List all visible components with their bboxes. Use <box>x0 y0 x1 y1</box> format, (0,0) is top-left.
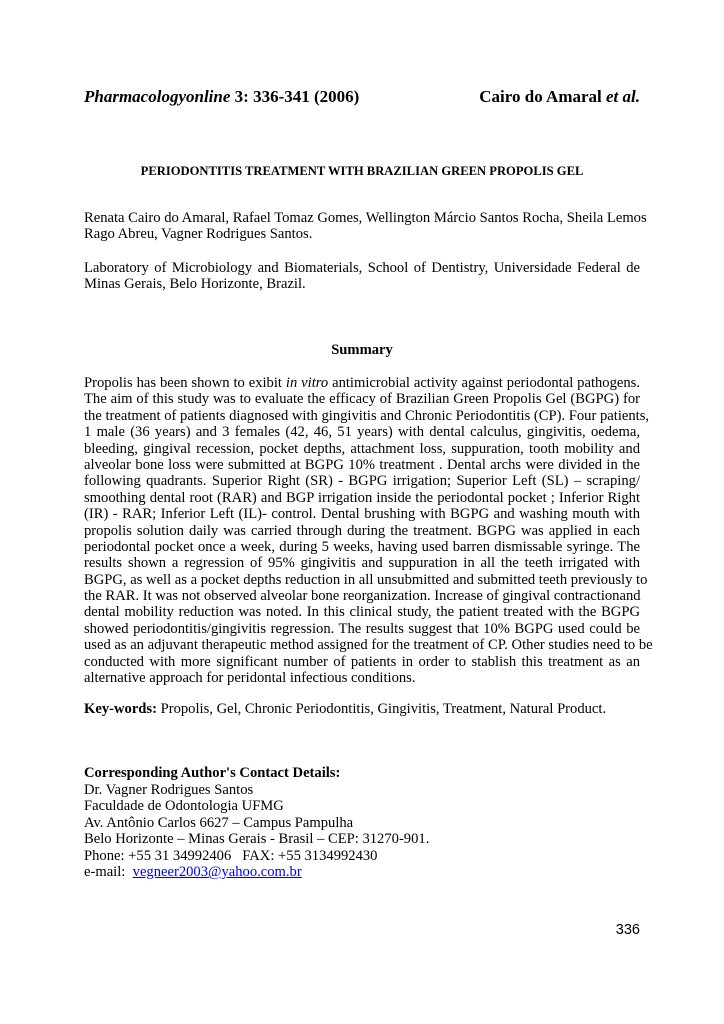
email-link[interactable]: vegneer2003@yahoo.com.br <box>132 864 302 880</box>
author-line: Renata Cairo do Amaral, Rafael Tomaz Gomes, Wellington Márcio Santos Rocha, Sheila Lemos <box>84 210 647 226</box>
summary-line: results shown a regression of 95% gingivitis and suppuration in all the teeth irrigated with <box>84 555 640 572</box>
author-line: Rago Abreu, Vagner Rodrigues Santos. <box>84 226 313 243</box>
author-short: Cairo do Amaral <box>479 87 606 106</box>
summary-line: periodontal pocket once a week, during 5 weeks, having used barren dismissable syringe. The <box>84 538 640 555</box>
contact-line: Dr. Vagner Rodrigues Santos <box>84 781 254 798</box>
keywords <box>84 701 640 717</box>
contact-details <box>84 765 429 881</box>
contact-heading: Corresponding Author's Contact Details: <box>84 765 341 781</box>
author-list <box>84 210 647 243</box>
affiliation-line: Laboratory of Microbiology and Biomaterials, School of Dentistry, Universidade Federal de <box>84 260 640 276</box>
summary-line: used as an adjuvant therapeutic method assigned for the treatment of CP. Other studies need to be <box>84 637 653 654</box>
summary-line: alternative approach for peridontal infectious conditions. <box>84 670 416 687</box>
summary-paragraph <box>84 375 653 687</box>
text: antimicrobial activity against periodontal pathogens. <box>328 375 640 391</box>
summary-line: the RAR. It was not observed alveolar bone reorganization. Increase of gingival contractionand <box>84 588 641 605</box>
contact-line: Av. Antônio Carlos 6627 – Campus Pampulha <box>84 814 354 831</box>
summary-line: propolis solution daily was carried through during the treatment. BGPG was applied in each <box>84 522 640 539</box>
summary-line: dental mobility reduction was noted. In this clinical study, the patient treated with the BGPG <box>84 604 640 621</box>
summary-line: alveolar bone loss were submitted at BGPG 10% treatment . Dental archs were divided in the <box>84 456 640 473</box>
affiliation <box>84 260 640 293</box>
journal-citation <box>84 87 359 107</box>
summary-line: following quadrants. Superior Right (SR) - BGPG irrigation; Superior Left (SL) – scraping/ <box>84 473 640 490</box>
summary-line: BGPG, as well as a pocket depths reduction in all unsubmitted and submitted teeth previously to <box>84 571 648 588</box>
summary-line: conducted with more significant number of patients in order to stablish this treatment as an <box>84 653 640 670</box>
paper-title: PERIODONTITIS TREATMENT WITH BRAZILIAN GREEN PROPOLIS GEL <box>140 164 584 178</box>
affiliation-line: Minas Gerais, Belo Horizonte, Brazil. <box>84 276 306 293</box>
et-al: et al. <box>606 87 640 106</box>
keywords-label: Key-words: <box>84 701 157 717</box>
italic-term: in vitro <box>285 375 329 391</box>
page-number: 336 <box>615 922 640 938</box>
text: Propolis has been shown to exibit <box>84 375 286 391</box>
keywords-text: Propolis, Gel, Chronic Periodontitis, Gingivitis, Treatment, Natural Product. <box>156 701 607 717</box>
summary-line: bleeding, gingival recession, pocket depths, attachment loss, suppuration, tooth mobility and <box>84 440 640 457</box>
email-label: e-mail: <box>84 864 133 880</box>
summary-line: 1 male (36 years) and 3 females (42, 46, 51 years) with dental calculus, gingivitis, oedema, <box>84 424 640 441</box>
contact-line: Belo Horizonte – Minas Gerais - Brasil – CEP: 31270-901. <box>84 831 430 847</box>
contact-line: Phone: +55 31 34992406 FAX: +55 3134992430 <box>84 847 378 864</box>
summary-line: smoothing dental root (RAR) and BGP irrigation inside the periodontal pocket ; Inferior Right <box>84 489 640 506</box>
summary-line <box>84 375 640 391</box>
journal-name: Pharmacologyonline <box>84 87 231 106</box>
summary-line: the treatment of patients diagnosed with gingivitis and Chronic Periodontitis (CP). Four patients, <box>84 407 650 424</box>
contact-line: Faculdade de Odontologia UFMG <box>84 798 284 814</box>
summary-line: The aim of this study was to evaluate the efficacy of Brazilian Green Propolis Gel (BGPG) for <box>84 391 640 408</box>
citation: 3: 336-341 (2006) <box>230 87 360 106</box>
header-authors <box>479 87 640 107</box>
summary-heading: Summary <box>331 342 393 358</box>
summary-line: showed periodontitis/gingivitis regression. The results suggest that 10% BGPG used could be <box>84 620 640 637</box>
summary-line: (IR) - RAR; Inferior Left (IL)- control. Dental brushing with BGPG and washing mouth with <box>84 506 640 523</box>
running-header <box>84 87 640 107</box>
